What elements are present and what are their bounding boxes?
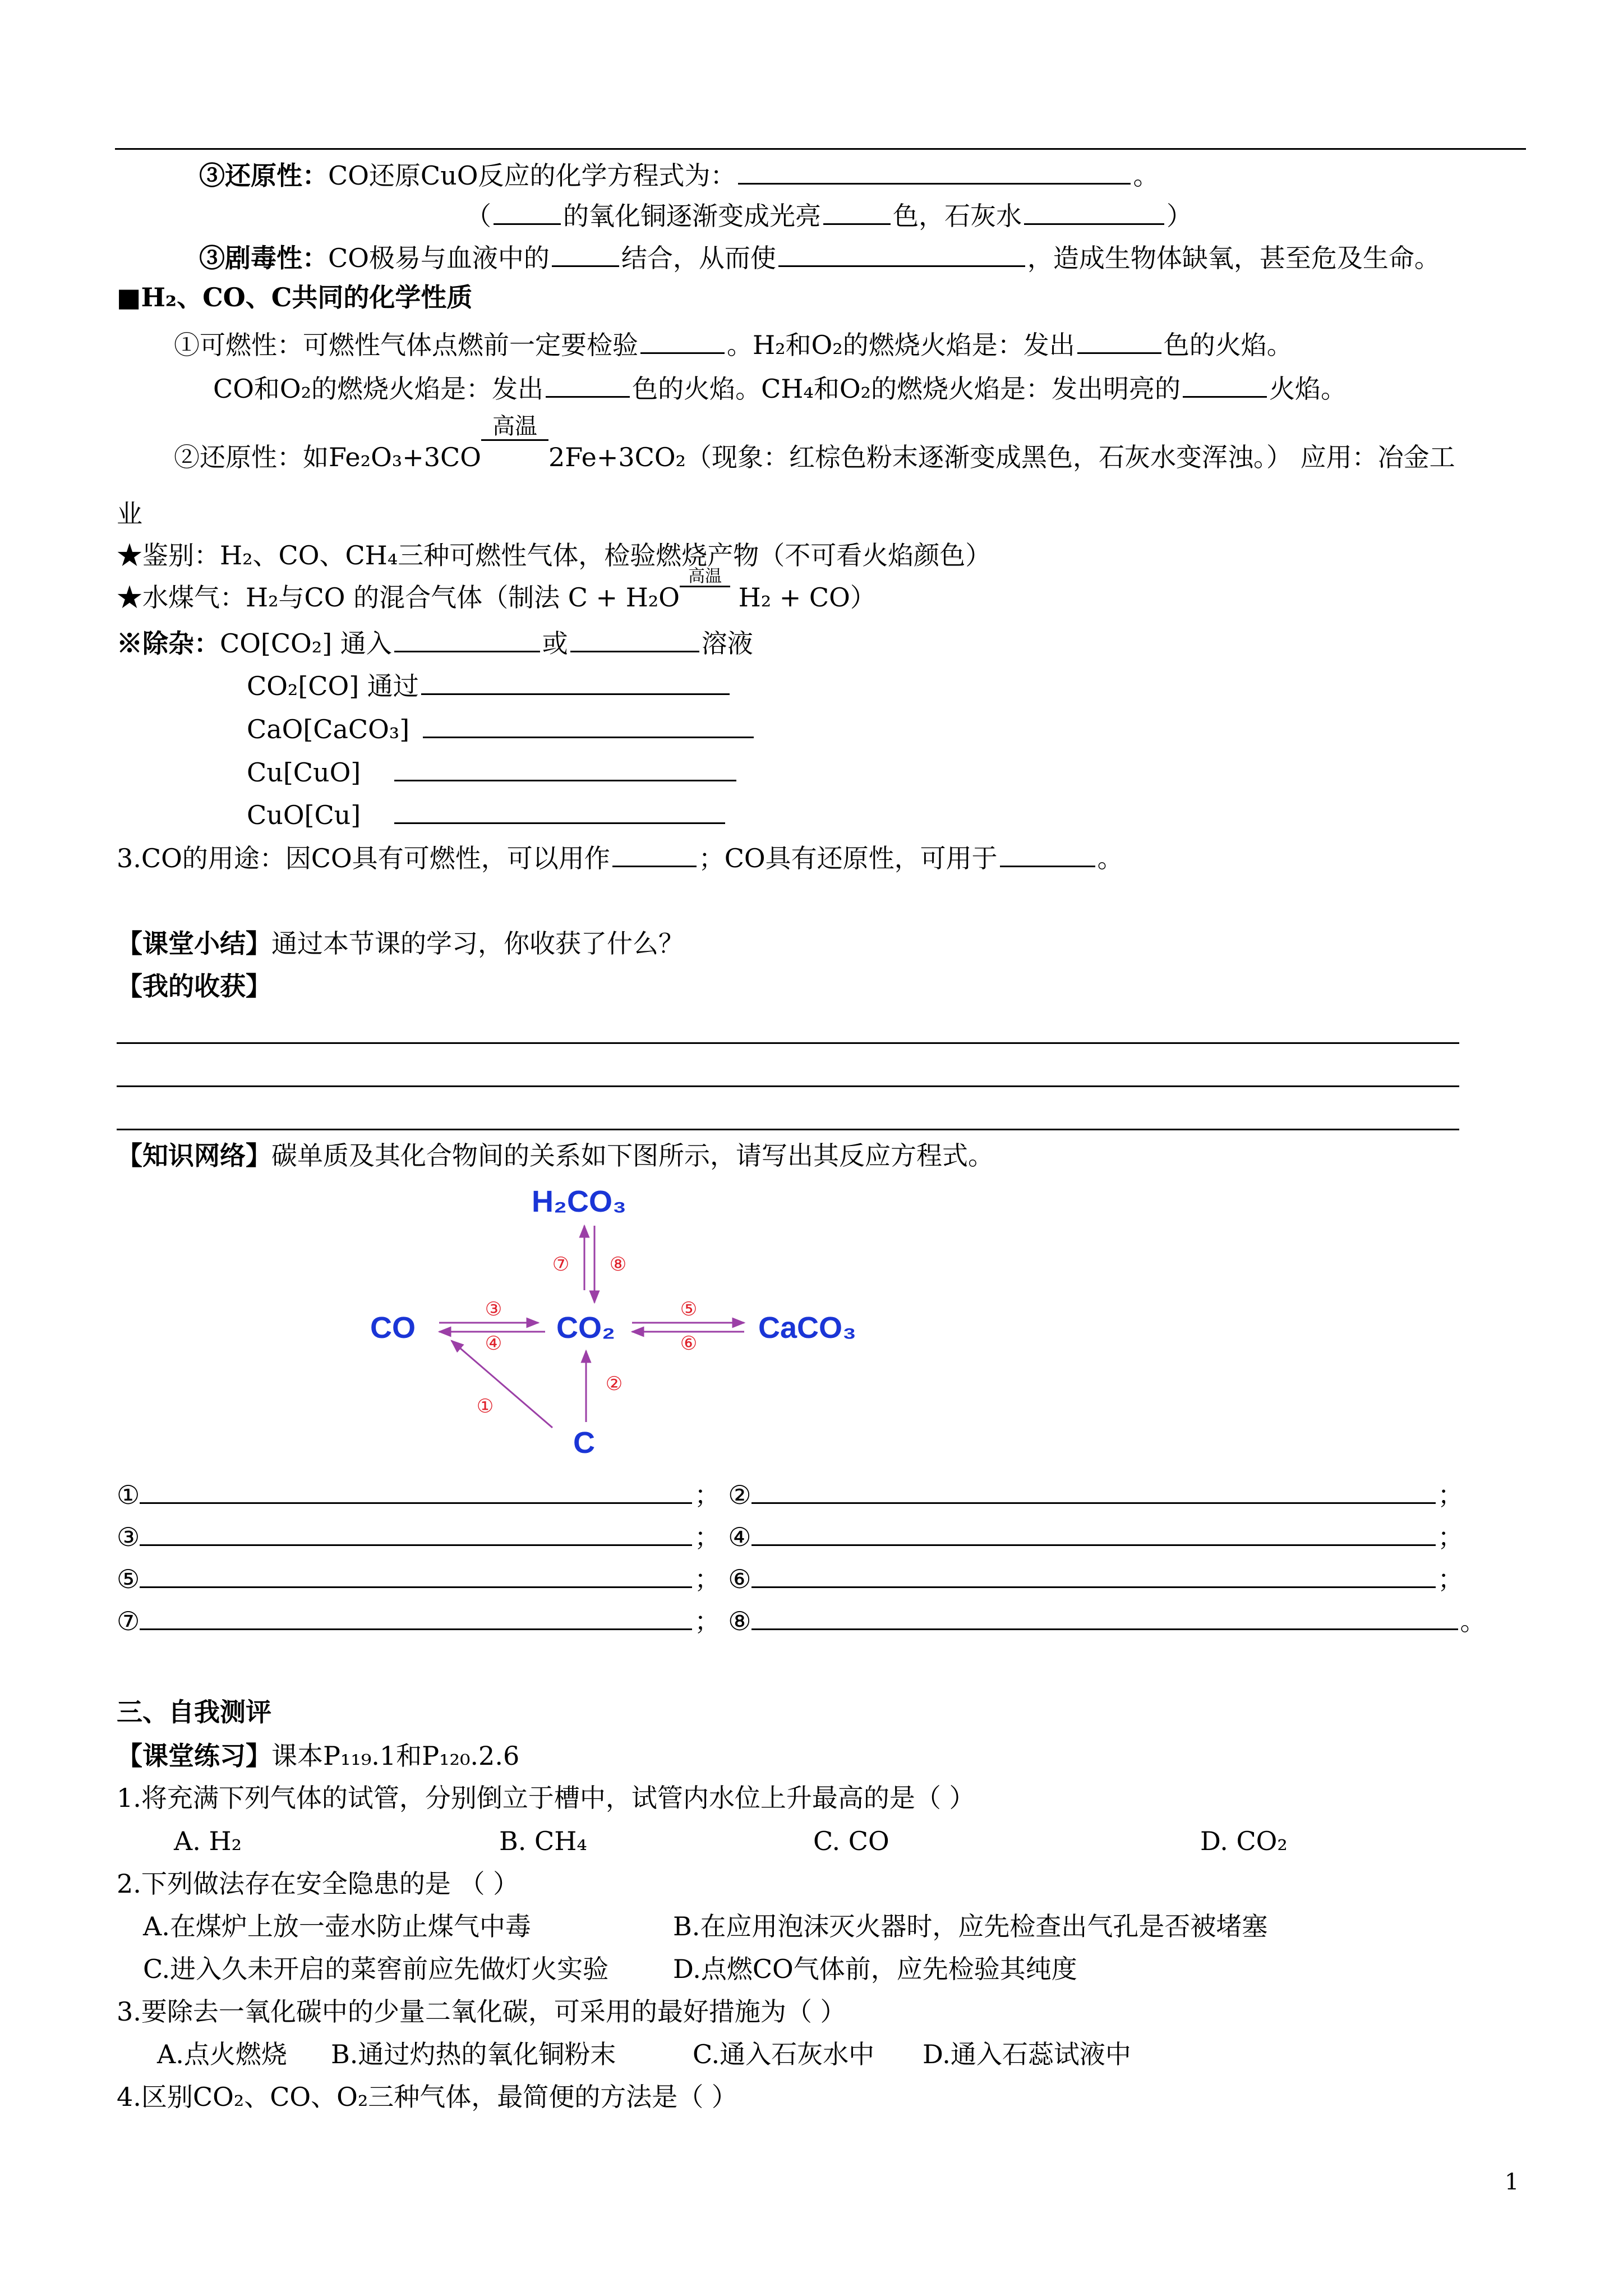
question-4-stem: 4.区别CO₂、CO、O₂三种气体，最简便的方法是（ ） (117, 2082, 737, 2112)
blank[interactable] (612, 839, 697, 867)
blank[interactable] (394, 753, 736, 781)
option-d[interactable]: D.点燃CO气体前，应先检验其纯度 (673, 1954, 1077, 1984)
reduction-property-line: ②还原性：如Fe₂O₃+3CO 高温 2Fe+3CO₂（现象：红棕色粉末逐渐变成黑色，石灰水变浑浊。） 应用：冶金工 (174, 440, 1455, 474)
equation-blank[interactable] (140, 1559, 692, 1588)
practice-line: 【课堂练习】课本P₁₁₉.1和P₁₂₀.2.6 (117, 1741, 520, 1771)
identify-line: ★鉴别：H₂、CO、CH₄三种可燃性气体，检验燃烧产物（不可看火焰颜色） (117, 540, 992, 570)
equation-row-1: ① ； ② ； (117, 1475, 1464, 1512)
option-a[interactable]: A. H₂ (174, 1826, 242, 1856)
equation-blank[interactable] (751, 1475, 1436, 1504)
blank[interactable] (423, 710, 754, 738)
impurity-line-4: Cu[CuO] (247, 753, 739, 789)
question-1-stem: 1.将充满下列气体的试管，分别倒立于槽中，试管内水位上升最高的是（ ） (117, 1783, 975, 1813)
equation-row-4: ⑦ ； ⑧ 。 (117, 1602, 1486, 1638)
arrow-label-6: ⑥ (680, 1332, 698, 1355)
blank[interactable] (546, 369, 630, 398)
summary-line: 【课堂小结】通过本节课的学习，你收获了什么？ (117, 928, 684, 959)
toxicity-line: ③剧毒性：CO极易与血液中的 结合，从而使 ，造成生物体缺氧，甚至危及生命。 (199, 238, 1440, 275)
blank[interactable] (421, 666, 730, 695)
common-properties-title: ■H₂、CO、C共同的化学性质 (117, 282, 473, 312)
option-c[interactable]: C.通入石灰水中 (693, 2039, 875, 2069)
blank[interactable] (494, 196, 561, 225)
reduction-observation-line: （ 的氧化铜逐渐变成光亮 色，石灰水 ） (465, 196, 1192, 233)
carbon-relationship-diagram (336, 1172, 953, 1470)
option-c[interactable]: C. CO (813, 1826, 889, 1856)
high-temp-condition: 高温 (481, 440, 548, 474)
blank[interactable] (1077, 325, 1161, 354)
option-b[interactable]: B.通过灼热的氧化铜粉末 (331, 2039, 616, 2069)
page-number: 1 (1505, 2169, 1519, 2195)
equation-row-2: ③ ； ④ ； (117, 1517, 1464, 1554)
node-caco3: CaCO₃ (758, 1311, 856, 1345)
node-h2co3: H₂CO₃ (532, 1185, 626, 1218)
equation-blank[interactable] (140, 1517, 692, 1546)
reduction-line: ③还原性：CO还原CuO反应的化学方程式为： 。 (199, 156, 1159, 192)
question-2-options-2 (143, 1952, 1077, 1986)
arrow-label-8: ⑧ (609, 1253, 627, 1276)
question-1-options (174, 1824, 1288, 1858)
answer-line[interactable] (117, 1042, 1459, 1044)
option-a[interactable]: A.在煤炉上放一壶水防止煤气中毒 (143, 1911, 531, 1941)
option-b[interactable]: B. CH₄ (499, 1826, 587, 1856)
answer-line[interactable] (117, 1129, 1459, 1130)
option-a[interactable]: A.点火燃烧 (157, 2039, 287, 2069)
blank[interactable] (1000, 839, 1095, 867)
blank[interactable] (394, 624, 540, 652)
blank[interactable] (823, 196, 891, 225)
arrow-label-5: ⑤ (680, 1298, 698, 1320)
flame-color-line: CO和O₂的燃烧火焰是：发出 色的火焰。CH₄和O₂的燃烧火焰是：发出明亮的 火焰。 (213, 369, 1347, 406)
co-uses-line: 3.CO的用途：因CO具有可燃性，可以用作 ；CO具有还原性，可用于 。 (117, 839, 1123, 875)
high-temp-condition: 高温 (680, 585, 730, 618)
reduction-property-cont: 业 (117, 499, 142, 529)
header-rule (115, 148, 1526, 150)
self-test-title: 三、自我测评 (117, 1697, 271, 1727)
blank[interactable] (738, 156, 1131, 185)
question-3-stem: 3.要除去一氧化碳中的少量二氧化碳，可采用的最好措施为（ ） (117, 1996, 846, 2027)
equation-blank[interactable] (751, 1602, 1458, 1630)
option-d[interactable]: D.通入石蕊试液中 (923, 2039, 1131, 2069)
arrow-label-4: ④ (485, 1332, 502, 1355)
equation-blank[interactable] (751, 1559, 1436, 1588)
blank[interactable] (552, 238, 619, 267)
node-co: CO (370, 1311, 416, 1345)
impurity-line-5: CuO[Cu] (247, 795, 727, 832)
arrow-label-7: ⑦ (552, 1253, 570, 1276)
impurity-line-3: CaO[CaCO₃] (247, 710, 756, 746)
impurity-line-1: ※除杂：CO[CO₂] 通入 或 溶液 (117, 624, 753, 660)
blank[interactable] (570, 624, 699, 652)
equation-blank[interactable] (140, 1602, 692, 1630)
flammability-line: ①可燃性：可燃性气体点燃前一定要检验 。H₂和O₂的燃烧火焰是：发出 色的火焰。 (174, 325, 1293, 362)
blank[interactable] (640, 325, 725, 354)
equation-blank[interactable] (140, 1475, 692, 1504)
impurity-line-2: CO₂[CO] 通过 (247, 666, 732, 703)
arrow-label-1: ① (476, 1395, 494, 1418)
blank[interactable] (1024, 196, 1164, 225)
node-co2: CO₂ (556, 1311, 615, 1345)
arrow-label-2: ② (605, 1373, 623, 1395)
equation-blank[interactable] (751, 1517, 1436, 1546)
water-gas-line: ★水煤气：H₂与CO 的混合气体（制法 C + H₂O 高温 H₂ + CO） (117, 581, 876, 618)
node-c: C (573, 1426, 595, 1460)
blank[interactable] (1183, 369, 1267, 398)
blank[interactable] (778, 238, 1025, 267)
option-c[interactable]: C.进入久未开启的菜窖前应先做灯火实验 (143, 1954, 609, 1984)
network-line: 【知识网络】碳单质及其化合物间的关系如下图所示，请写出其反应方程式。 (117, 1140, 994, 1171)
equation-row-3: ⑤ ； ⑥ ； (117, 1559, 1464, 1596)
arrow-label-3: ③ (485, 1298, 502, 1320)
option-b[interactable]: B.在应用泡沫灭火器时，应先检查出气孔是否被堵塞 (673, 1911, 1268, 1941)
question-2-stem: 2.下列做法存在安全隐患的是 （ ） (117, 1869, 519, 1899)
option-d[interactable]: D. CO₂ (1200, 1826, 1288, 1856)
my-gain-label: 【我的收获】 (117, 971, 271, 1001)
question-3-options (157, 2037, 1131, 2071)
answer-line[interactable] (117, 1085, 1459, 1087)
blank[interactable] (394, 795, 725, 824)
question-2-options-1 (143, 1910, 1267, 1943)
